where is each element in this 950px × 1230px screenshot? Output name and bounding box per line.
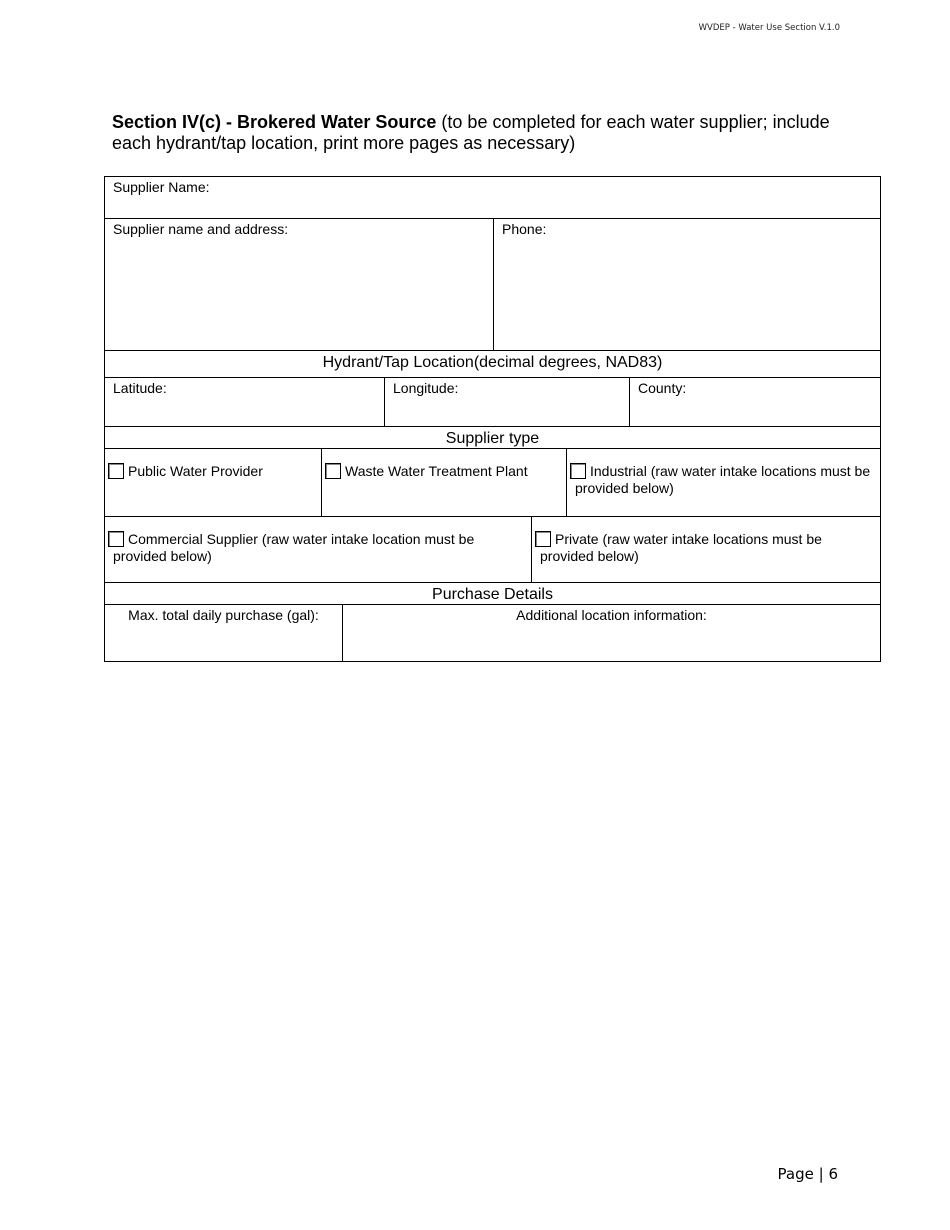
longitude-label: Longitude: [393,380,459,396]
supplier-type-heading: Supplier type [445,430,540,447]
additional-location-info-label: Additional location information: [516,607,707,623]
industrial-label: Industrial (raw water intake locations must be provided below) [575,463,871,496]
commercial-supplier-option[interactable] [105,517,532,582]
purchase-details-row [104,605,881,662]
additional-location-info-field[interactable] [343,605,880,661]
supplier-address-label: Supplier name and address: [113,221,289,237]
supplier-type-row-1 [104,449,881,517]
page-number: Page | 6 [777,1165,838,1183]
location-heading-row [104,351,881,378]
private-checkbox[interactable] [535,531,551,547]
phone-field[interactable] [494,219,880,350]
section-title-instructions: (to be completed for each water supplier; include each hydrant/tap location, print more pages as necessary) [112,112,830,153]
coordinates-row [104,378,881,427]
supplier-name-row [104,176,881,219]
private-option[interactable] [532,517,880,582]
county-label: County: [638,380,687,396]
purchase-heading-row [104,583,881,605]
waste-water-plant-option[interactable] [322,449,567,516]
supplier-type-heading-row [104,427,881,449]
waste-water-plant-label: Waste Water Treatment Plant [345,463,528,479]
phone-label: Phone: [502,221,547,237]
commercial-supplier-checkbox[interactable] [108,531,124,547]
public-water-provider-label: Public Water Provider [128,463,263,479]
public-water-provider-checkbox[interactable] [108,463,124,479]
latitude-label: Latitude: [113,380,167,396]
supplier-address-field[interactable] [105,219,494,350]
supplier-type-row-2 [104,517,881,583]
purchase-heading: Purchase Details [432,586,553,603]
section-title-bold: Section IV(c) - Brokered Water Source [112,112,437,132]
supplier-name-label: Supplier Name: [113,179,210,195]
section-title [112,112,832,154]
longitude-field[interactable] [385,378,630,426]
latitude-field[interactable] [105,378,385,426]
document-reference: WVDEP - Water Use Section V.1.0 [698,23,840,33]
max-daily-purchase-label: Max. total daily purchase (gal): [128,607,319,623]
waste-water-plant-checkbox[interactable] [325,463,341,479]
supplier-name-field[interactable] [105,177,880,218]
industrial-checkbox[interactable] [570,463,586,479]
commercial-supplier-label: Commercial Supplier (raw water intake location must be provided below) [113,531,475,564]
private-label: Private (raw water intake locations must be provided below) [540,531,822,564]
location-heading: Hydrant/Tap Location(decimal degrees, NAD83) [322,354,663,371]
supplier-contact-row [104,219,881,351]
brokered-water-source-form [104,176,881,662]
county-field[interactable] [630,378,880,426]
industrial-option[interactable] [567,449,880,516]
public-water-provider-option[interactable] [105,449,322,516]
max-daily-purchase-field[interactable] [105,605,343,661]
